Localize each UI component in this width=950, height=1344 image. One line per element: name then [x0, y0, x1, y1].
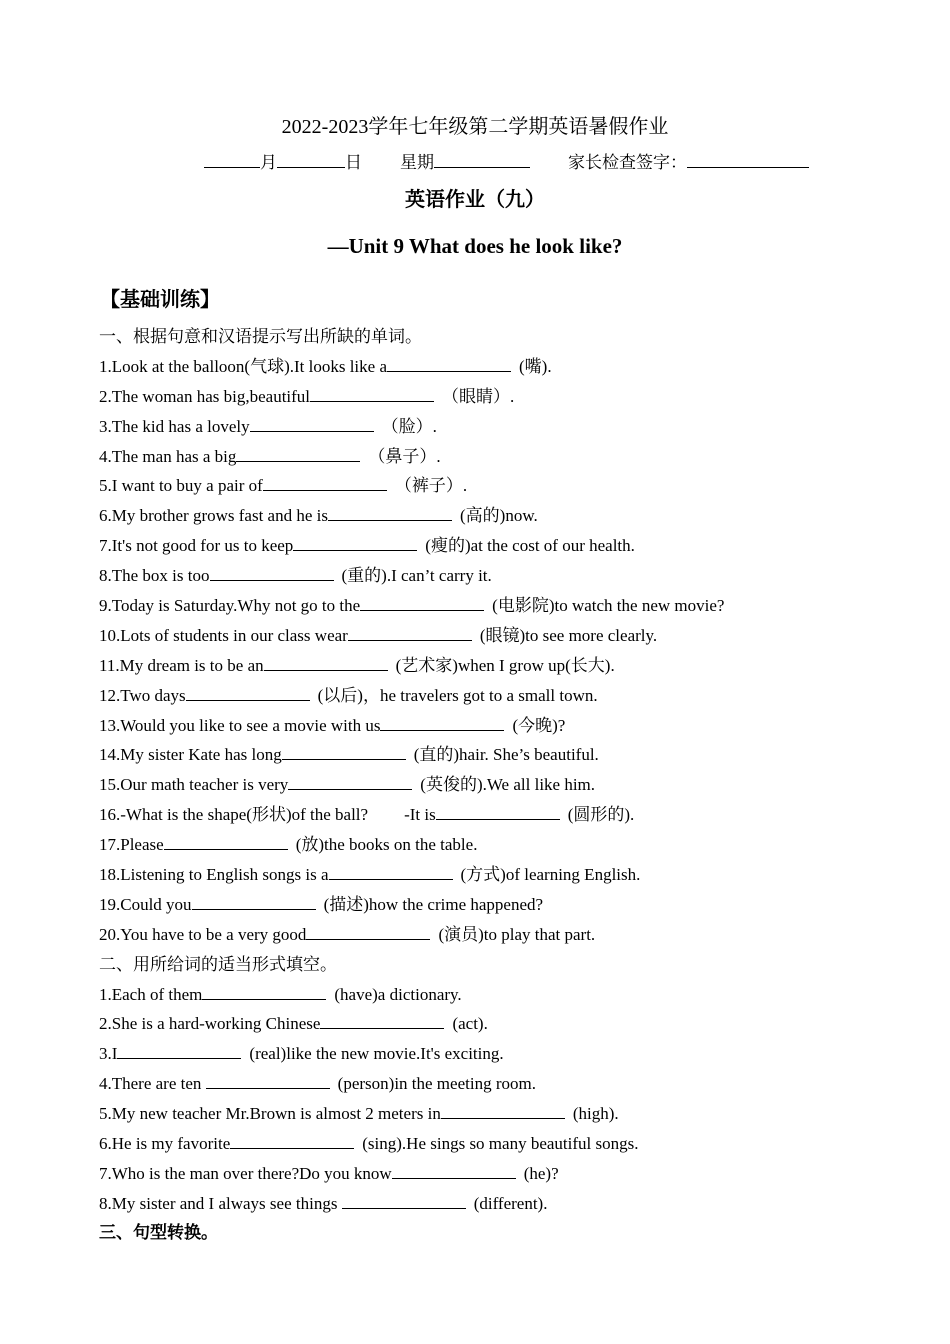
- exercise-item: [99, 920, 919, 950]
- part3-heading: 三、句型转换。: [99, 1222, 218, 1243]
- item-hint: (放)the books on the table.: [295, 835, 478, 855]
- item-hint: (act).: [452, 1014, 488, 1034]
- item-hint: (高的)now.: [460, 506, 538, 526]
- exercise-item: [99, 651, 919, 681]
- item-hint: (different).: [473, 1193, 548, 1213]
- answer-blank[interactable]: [293, 532, 417, 551]
- exercise-item: [99, 1039, 919, 1069]
- item-prompt: 1.Look at the balloon(气球).It looks like a: [99, 356, 387, 376]
- answer-blank[interactable]: [230, 1130, 354, 1149]
- exercise-item: [99, 471, 919, 501]
- item-hint: (嘴).: [519, 356, 552, 376]
- item-hint: (real)like the new movie.It's exciting.: [249, 1044, 504, 1064]
- item-hint: (瘦的)at the cost of our health.: [425, 536, 635, 556]
- exercise-item: [99, 1069, 919, 1099]
- exercise-item: [99, 561, 919, 591]
- exercise-item: [99, 1099, 919, 1129]
- item-prompt: 19.Could you: [99, 894, 192, 914]
- item-hint: (重的).I can’t carry it.: [341, 566, 492, 586]
- item-hint: (以后)，he travelers got to a small town.: [317, 685, 598, 705]
- exercise-lines: [99, 322, 919, 1249]
- item-hint: （眼睛）.: [442, 386, 515, 406]
- answer-blank[interactable]: [328, 502, 452, 521]
- item-prompt: 4.There are ten: [99, 1074, 206, 1094]
- exercise-item: [99, 890, 919, 920]
- exercise-item: [99, 681, 919, 711]
- item-prompt: 3.The kid has a lovely: [99, 416, 250, 436]
- item-hint: (英俊的).We all like him.: [420, 775, 596, 795]
- exercise-item: [99, 860, 919, 890]
- exercise-item: [99, 621, 919, 651]
- answer-blank[interactable]: [380, 712, 504, 731]
- exercise-item: [99, 501, 919, 531]
- exercise-item: [99, 830, 919, 860]
- item-prompt: 9.Today is Saturday.Why not go to the: [99, 596, 361, 616]
- answer-blank[interactable]: [329, 861, 453, 880]
- answer-blank[interactable]: [320, 1010, 444, 1029]
- part2-heading: 二、用所给词的适当形式填空。: [99, 954, 337, 974]
- date-sign-row: [204, 148, 809, 173]
- answer-blank[interactable]: [288, 771, 412, 790]
- exercise-item: [99, 770, 919, 800]
- unit-title: —Unit 9 What does he look like?: [327, 234, 623, 258]
- item-hint: (描述)how the crime happened?: [323, 894, 544, 914]
- day-label: 日: [345, 153, 362, 173]
- answer-blank[interactable]: [164, 831, 288, 850]
- item-prompt: 8.My sister and I always see things: [99, 1193, 342, 1213]
- answer-blank[interactable]: [436, 801, 560, 820]
- answer-blank[interactable]: [263, 472, 387, 491]
- item-prompt: 20.You have to be a very good: [99, 924, 307, 944]
- item-prompt: 17.Please: [99, 835, 164, 855]
- item-hint: (high).: [572, 1104, 619, 1124]
- part1-heading: 一、根据句意和汉语提示写出所缺的单词。: [99, 327, 422, 346]
- answer-blank[interactable]: [441, 1100, 565, 1119]
- weekday-blank[interactable]: [434, 151, 530, 168]
- answer-blank[interactable]: [186, 682, 310, 701]
- answer-blank[interactable]: [282, 741, 406, 760]
- item-hint: (sing).He sings so many beautiful songs.: [362, 1134, 639, 1154]
- item-prompt: 1.Each of them: [99, 984, 203, 1004]
- exercise-item: [99, 442, 919, 472]
- assignment-subtitle: 英语作业（九）: [405, 187, 545, 211]
- exercise-item: [99, 1009, 919, 1039]
- item-prompt: 6.He is my favorite: [99, 1134, 231, 1154]
- exercise-item: [99, 1159, 919, 1189]
- exercise-item: [99, 412, 919, 442]
- item-prompt: 4.The man has a big: [99, 446, 237, 466]
- day-blank[interactable]: [277, 151, 345, 168]
- item-prompt: 7.It's not good for us to keep: [99, 536, 294, 556]
- item-hint: （鼻子）.: [368, 446, 441, 466]
- parent-sign-label: 家长检查签字：: [568, 153, 687, 173]
- answer-blank[interactable]: [306, 921, 430, 940]
- item-hint: （脸）.: [381, 416, 437, 436]
- item-hint: (电影院)to watch the new movie?: [492, 596, 725, 616]
- item-prompt: 8.The box is too: [99, 566, 210, 586]
- item-hint: (今晚)?: [512, 715, 566, 735]
- item-hint: (圆形的).: [567, 805, 635, 825]
- weekday-label: 星期: [400, 153, 434, 173]
- month-label: 月: [260, 153, 277, 173]
- item-prompt: 3.I: [99, 1044, 118, 1064]
- answer-blank[interactable]: [264, 652, 388, 671]
- exercise-item: [99, 531, 919, 561]
- answer-blank[interactable]: [117, 1040, 241, 1059]
- item-prompt: 2.The woman has big,beautiful: [99, 386, 311, 406]
- item-hint: (直的)hair. She’s beautiful.: [413, 745, 599, 765]
- item-hint: (have)a dictionary.: [334, 984, 462, 1004]
- answer-blank[interactable]: [236, 443, 360, 462]
- answer-blank[interactable]: [206, 1070, 330, 1089]
- exercise-item: [99, 591, 919, 621]
- exercise-item: [99, 800, 919, 830]
- answer-blank[interactable]: [392, 1160, 516, 1179]
- page-title: 2022-2023学年七年级第二学期英语暑假作业: [281, 116, 669, 138]
- item-prompt: 11.My dream is to be an: [99, 655, 264, 675]
- item-hint: (眼镜)to see more clearly.: [479, 625, 658, 645]
- exercise-item: [99, 711, 919, 741]
- answer-blank[interactable]: [310, 383, 434, 402]
- item-hint: (演员)to play that part.: [438, 924, 596, 944]
- item-prompt: 2.She is a hard-working Chinese: [99, 1014, 321, 1034]
- item-hint: （裤子）.: [394, 476, 468, 496]
- answer-blank[interactable]: [210, 562, 334, 581]
- answer-blank[interactable]: [192, 891, 316, 910]
- answer-blank[interactable]: [342, 1190, 466, 1209]
- item-hint: (person)in the meeting room.: [337, 1074, 536, 1094]
- item-prompt: 5.I want to buy a pair of: [99, 476, 263, 496]
- month-blank[interactable]: [204, 151, 260, 168]
- answer-blank[interactable]: [250, 413, 374, 432]
- item-hint: (he)?: [523, 1163, 559, 1183]
- item-prompt: 14.My sister Kate has long: [99, 745, 282, 765]
- exercise-item: [99, 1129, 919, 1159]
- exercise-item: [99, 980, 919, 1010]
- answer-blank[interactable]: [202, 981, 326, 1000]
- item-prompt: 16.-What is the shape(形状)of the ball?: [99, 805, 369, 825]
- item-prompt: 10.Lots of students in our class wear: [99, 625, 348, 645]
- part1-list: [99, 352, 919, 950]
- exercise-item: [99, 740, 919, 770]
- item-prompt: 12.Two days: [99, 685, 186, 705]
- answer-blank[interactable]: [387, 353, 511, 372]
- item-prompt: 5.My new teacher Mr.Brown is almost 2 meters in: [99, 1104, 441, 1124]
- part2-list: [99, 980, 919, 1219]
- section-heading: 【基础训练】: [100, 287, 220, 311]
- item-prompt: 7.Who is the man over there?Do you know: [99, 1163, 392, 1183]
- parent-sign-blank[interactable]: [687, 151, 809, 168]
- item-hint: (方式)of learning English.: [460, 865, 641, 885]
- exercise-item: [99, 352, 919, 382]
- exercise-item: [99, 382, 919, 412]
- item-answer-prompt: -It is: [404, 805, 436, 825]
- item-prompt: 6.My brother grows fast and he is: [99, 506, 328, 526]
- exercise-item: [99, 1189, 919, 1219]
- item-prompt: 13.Would you like to see a movie with us: [99, 715, 381, 735]
- answer-blank[interactable]: [348, 622, 472, 641]
- item-hint: (艺术家)when I grow up(长大).: [395, 655, 615, 675]
- item-prompt: 15.Our math teacher is very: [99, 775, 289, 795]
- answer-blank[interactable]: [360, 592, 484, 611]
- item-prompt: 18.Listening to English songs is a: [99, 865, 329, 885]
